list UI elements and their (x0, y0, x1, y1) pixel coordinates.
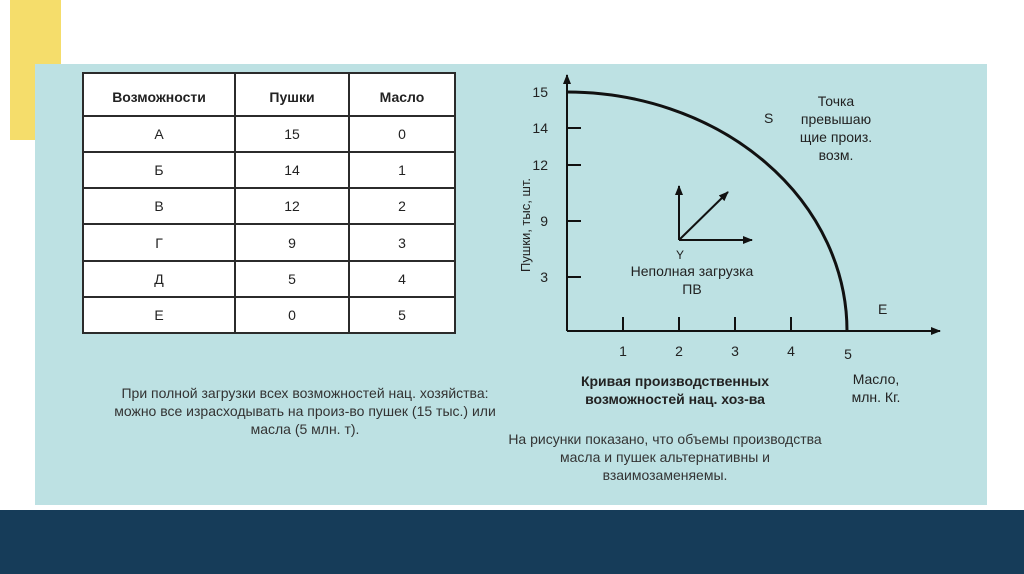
column-header-butter: Масло (349, 73, 455, 116)
point-label-s: S (764, 110, 774, 126)
annotation-line: Неполная загрузка (630, 263, 754, 279)
column-header-possibilities: Возможности (83, 73, 235, 116)
chart-title: Кривая производственных возможностей нац. хоз-ва (580, 373, 770, 407)
point-label-y: Y (675, 248, 685, 262)
x-tick-label: 4 (787, 343, 795, 359)
x-tick-label: 2 (675, 343, 683, 359)
table-cell: 4 (349, 261, 455, 297)
annotation-line: Точка (817, 93, 855, 109)
table-cell: В (83, 188, 235, 224)
table-cell: 5 (235, 261, 349, 297)
annotation-line: превышаю (800, 111, 872, 127)
annotation-inside-curve (631, 263, 754, 297)
x-axis-label-line1: Масло, (852, 371, 900, 387)
y-axis-label: Пушки, тыс, шт. (518, 177, 533, 273)
x-axis-label-line2: млн. Кг. (851, 389, 901, 405)
x-tick-label: 5 (844, 346, 852, 362)
annotation-line: щие произ. (799, 129, 873, 145)
left-caption: При полной загрузки всех возможностей нац. хозяйства: можно все израсходывать на произ-во пушек (15 тыс.) или масла (5 млн. т). (114, 385, 496, 437)
y-tick-label: 9 (540, 213, 548, 229)
table-cell: Б (83, 152, 235, 188)
point-label-e: E (878, 301, 888, 317)
table-cell: 14 (235, 152, 349, 188)
arrow-diagonal (679, 192, 728, 240)
table-cell: 1 (349, 152, 455, 188)
table-cell: Г (83, 224, 235, 260)
x-tick-label: 3 (731, 343, 739, 359)
table-cell: Е (83, 297, 235, 333)
y-tick-label: 12 (532, 157, 548, 173)
annotation-line: возм. (818, 147, 854, 163)
right-caption: На рисунки показано, что объемы производства масла и пушек альтернативны и взаимозаменяемы. (508, 431, 822, 483)
table-cell: А (83, 116, 235, 152)
table-cell: 9 (235, 224, 349, 260)
y-tick-label: 15 (532, 84, 548, 100)
table-cell: 2 (349, 188, 455, 224)
table-cell: Д (83, 261, 235, 297)
annotation-above-curve (800, 93, 872, 163)
table-cell: 3 (349, 224, 455, 260)
table-cell: 5 (349, 297, 455, 333)
table-cell: 0 (349, 116, 455, 152)
annotation-line: ПВ (682, 281, 702, 297)
y-tick-label: 14 (532, 120, 548, 136)
table-cell: 0 (235, 297, 349, 333)
table-cell: 15 (235, 116, 349, 152)
x-tick-label: 1 (619, 343, 627, 359)
column-header-guns: Пушки (235, 73, 349, 116)
table-cell: 12 (235, 188, 349, 224)
y-tick-label: 3 (540, 269, 548, 285)
